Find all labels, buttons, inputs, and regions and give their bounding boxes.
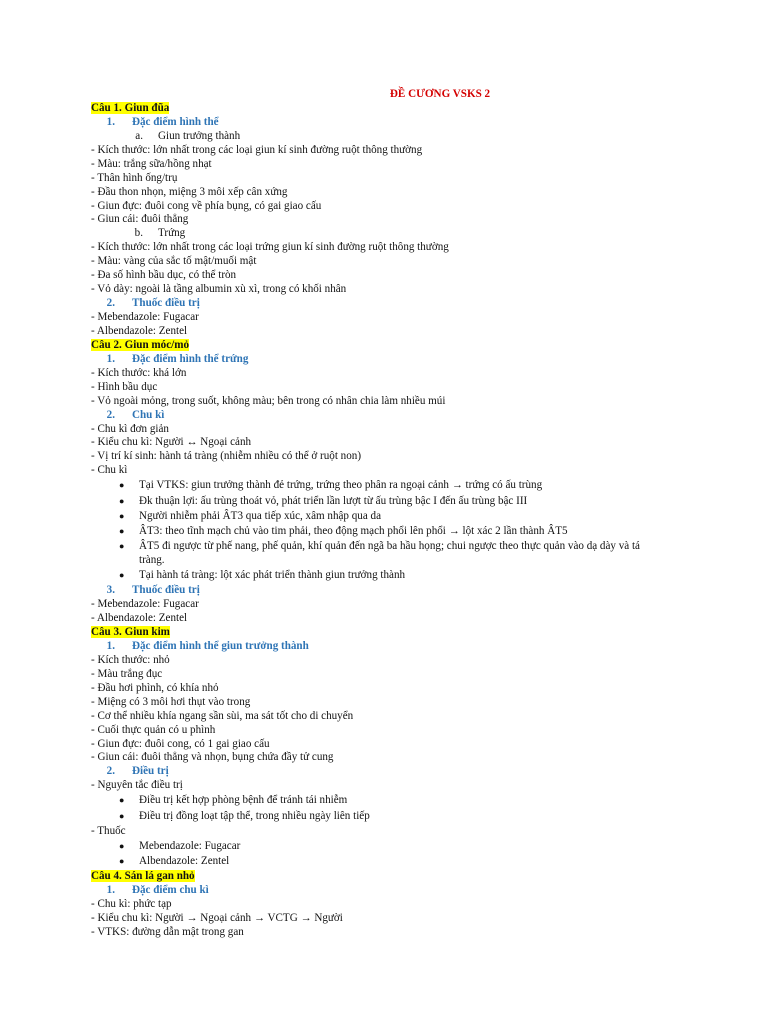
bullet-text: Điều trị đồng loạt tập thể, trong nhiều ngày liên tiếp xyxy=(139,809,370,822)
text-line: - Thân hình ống/trụ xyxy=(91,171,178,184)
text-line: - Cuối thực quản có u phình xyxy=(91,723,216,736)
subheading-label: Đặc điểm hình thể giun trưởng thành xyxy=(132,639,309,652)
bullet-item xyxy=(91,525,691,539)
text-line: - Đầu thon nhọn, miệng 3 môi xếp cân xứng xyxy=(91,185,288,198)
text-line: - Mebendazole: Fugacar xyxy=(91,311,199,323)
text-line: - Giun đực: đuôi cong, có 1 gai giao cấu xyxy=(91,737,270,750)
section-heading-text: Câu 3. Giun kim xyxy=(91,626,170,639)
bullet-text: Tại VTKS: giun trưởng thành đẻ trứng, trứng theo phân ra ngoại cảnh → trứng có ấu trùng xyxy=(139,479,543,492)
list-letter: b. xyxy=(134,227,143,240)
text-line: - Albendazole: Zentel xyxy=(91,324,188,337)
text-line: - Vỏ dày: ngoài là tầng albumin xù xì, trong có khối nhân xyxy=(91,283,347,296)
subheading-number: 1. xyxy=(106,352,115,365)
bullet-item xyxy=(91,840,691,854)
text-line: - Cơ thể nhiều khía ngang sần sùi, ma sát tốt cho di chuyển xyxy=(91,709,354,722)
list-subheading-label: Trứng xyxy=(158,227,186,240)
text-line: - Thuốc xyxy=(91,824,126,837)
text-line: - Kiểu chu kì: Người ↔ Ngoại cảnh xyxy=(91,436,252,449)
subheading-number: 1. xyxy=(106,639,115,652)
section-heading xyxy=(91,870,691,884)
bullet-item xyxy=(91,510,691,524)
bullet-text: Albendazole: Zentel xyxy=(139,855,230,868)
subheading xyxy=(91,765,691,779)
section-heading xyxy=(91,626,691,640)
bullet-item xyxy=(91,810,691,824)
subheading-number: 1. xyxy=(106,115,115,128)
subheading-number: 2. xyxy=(106,297,115,310)
text-line: - Đầu hơi phình, có khía nhỏ xyxy=(91,681,219,694)
bullet-icon: ● xyxy=(119,810,125,821)
section-heading xyxy=(91,102,691,116)
bullet-item xyxy=(91,855,691,869)
text-line: - Kích thước: khá lớn xyxy=(91,366,187,379)
text-line: - Màu trắng đục xyxy=(91,667,163,680)
document-page xyxy=(91,88,691,940)
bullet-icon: ● xyxy=(119,856,125,867)
section-heading-text: Câu 1. Giun đũa xyxy=(91,101,170,114)
text-line: - Kích thước: nhỏ xyxy=(91,653,170,666)
subheading xyxy=(91,353,691,367)
section-heading-text: Câu 4. Sán lá gan nhỏ xyxy=(91,870,195,883)
subheading xyxy=(91,640,691,654)
text-line: - Albendazole: Zentel xyxy=(91,612,188,625)
text-line: - Đa số hình bầu dục, có thể tròn xyxy=(91,269,237,282)
bullet-text: Tại hành tá tràng: lột xác phát triển thành giun trưởng thành xyxy=(139,569,406,582)
text-line: - Nguyên tắc điều trị xyxy=(91,779,183,792)
subheading xyxy=(91,884,691,898)
subheading-label: Thuốc điều trị xyxy=(132,297,200,310)
text-line: - Chu kì xyxy=(91,464,128,477)
text-line: - Màu: trắng sữa/hồng nhạt xyxy=(91,157,212,170)
list-letter: a. xyxy=(135,129,143,142)
bullet-item xyxy=(91,569,691,583)
bullet-icon: ● xyxy=(119,525,125,536)
text-line: - Kích thước: lớn nhất trong các loại trứng giun kí sinh đường ruột thông thường xyxy=(91,241,449,254)
subheading xyxy=(91,297,691,311)
bullet-icon: ● xyxy=(119,840,125,851)
document-content xyxy=(91,102,691,940)
bullet-icon: ● xyxy=(119,570,125,581)
text-line: - Chu kì: phức tạp xyxy=(91,898,172,911)
list-subheading xyxy=(91,227,691,241)
subheading-label: Chu kì xyxy=(132,408,165,421)
subheading-number: 2. xyxy=(106,765,115,778)
bullet-item xyxy=(91,479,691,493)
text-line: - Vị trí kí sinh: hành tá tràng (nhiễm nhiều có thể ở ruột non) xyxy=(91,450,362,463)
bullet-text: Điều trị kết hợp phòng bệnh để tránh tái nhiễm xyxy=(139,794,348,807)
bullet-item xyxy=(91,794,691,808)
text-line: - Giun cái: đuôi thẳng xyxy=(91,213,189,226)
section-heading xyxy=(91,339,691,353)
bullet-icon: ● xyxy=(119,495,125,506)
text-line: - Vỏ ngoài mỏng, trong suốt, không màu; bên trong có nhân chia làm nhiều múi xyxy=(91,394,446,407)
subheading-number: 1. xyxy=(106,884,115,897)
text-line: - Chu kì đơn giản xyxy=(91,422,169,435)
subheading xyxy=(91,584,691,598)
subheading-label: Thuốc điều trị xyxy=(132,584,200,597)
text-line: - Kiểu chu kì: Người → Ngoại cảnh → VCTG → Người xyxy=(91,911,343,924)
text-line: - Hình bầu dục xyxy=(91,380,158,393)
section-heading-text: Câu 2. Giun móc/mỏ xyxy=(91,338,190,351)
list-subheading-label: Giun trưởng thành xyxy=(158,129,241,142)
subheading-number: 3. xyxy=(106,584,115,597)
bullet-icon: ● xyxy=(119,510,125,521)
bullet-text: Người nhiễm phải ÂT3 qua tiếp xúc, xâm nhập qua da xyxy=(139,509,382,522)
bullet-icon: ● xyxy=(119,795,125,806)
bullet-item xyxy=(91,495,691,509)
bullet-text: ÂT3: theo tĩnh mạch chủ vào tim phải, theo động mạch phổi lên phổi → lột xác 2 lần thành ÂT5 xyxy=(139,524,568,537)
subheading-label: Đặc điểm chu kì xyxy=(132,884,209,897)
document-title: ĐỀ CƯƠNG VSKS 2 xyxy=(389,88,491,100)
text-line: - Giun đực: đuôi cong về phía bụng, có gai giao cấu xyxy=(91,199,322,212)
subheading xyxy=(91,409,691,423)
text-line: - VTKS: đường dẫn mật trong gan xyxy=(91,925,244,938)
list-subheading xyxy=(91,130,691,144)
bullet-icon: ● xyxy=(119,480,125,491)
subheading-label: Đặc điểm hình thể xyxy=(132,115,219,128)
subheading-label: Điều trị xyxy=(132,765,169,778)
subheading-label: Đặc điểm hình thể trứng xyxy=(132,352,249,365)
bullet-text: Đk thuận lợi: ấu trùng thoát vỏ, phát triển lần lượt từ ấu trùng bậc I đến ấu trùng bậc III xyxy=(139,494,528,507)
subheading-number: 2. xyxy=(106,408,115,421)
text-line: - Giun cái: đuôi thẳng và nhọn, bụng chứa đầy tử cung xyxy=(91,751,334,764)
bullet-text: Mebendazole: Fugacar xyxy=(139,839,241,852)
subheading xyxy=(91,116,691,130)
text-line: - Miệng có 3 môi hơi thụt vào trong xyxy=(91,695,251,708)
bullet-item xyxy=(91,540,691,568)
text-line: - Màu: vàng của sắc tố mật/muối mật xyxy=(91,255,257,268)
text-line: - Kích thước: lớn nhất trong các loại giun kí sinh đường ruột thông thường xyxy=(91,143,423,156)
bullet-text: ÂT5 đi ngược từ phế nang, phế quản, khí quản đến ngã ba hầu họng; chui ngược theo thực quản vào dạ dày và tá tràng. xyxy=(139,540,640,566)
text-line: - Mebendazole: Fugacar xyxy=(91,598,199,611)
bullet-icon: ● xyxy=(119,541,125,551)
